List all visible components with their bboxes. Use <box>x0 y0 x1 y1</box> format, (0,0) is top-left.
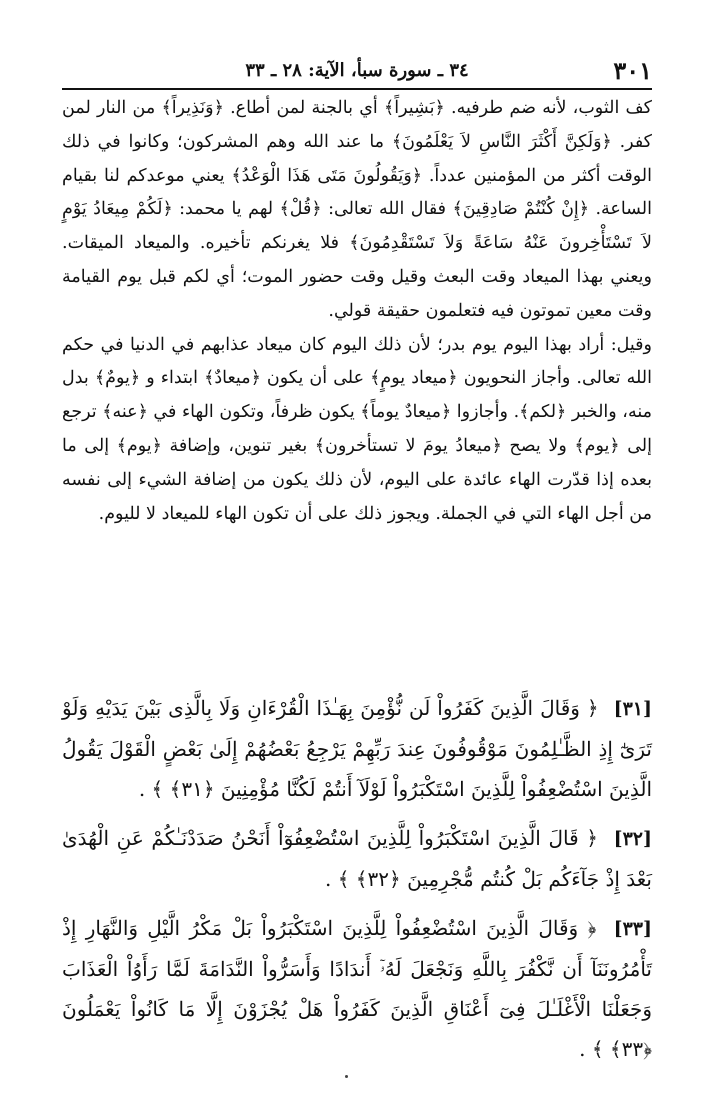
commentary-block <box>62 92 652 531</box>
commentary-paragraph-1: كف الثوب، لأنه ضم طرفيه. ﴿بَشِيراً﴾ أي بالجنة لمن أطاع. ﴿وَنَذِيراً﴾ من النار لمن كفر. ﴿وَلَكِنَّ أَكْثَرَ النَّاسِ لاَ يَعْلَمُونَ﴾ ما عند الله وهم المشركون؛ وكانوا في ذلك الوقت أكثر من المؤمنين عدداً. ﴿وَيَقُولُونَ مَتَى هَذَا الْوَعْدُ﴾ يعني موعدكم لنا بقيام الساعة. ﴿إِنْ كُنْتُمْ صَادِقِينَ﴾ فقال الله تعالى: ﴿قُلْ﴾ لهم يا محمد: ﴿لَكُمْ مِيعَادُ يَوْمٍ لاَ تَسْتَأْخِرونَ عَنْهُ سَاعَةً وَلاَ تَسْتَقْدِمُونَ﴾ فلا يغرنكم تأخيره. والميعاد الميقات. ويعني بهذا الميعاد وقت البعث وقيل وقت حضور الموت؛ أي لكم قبل يوم القيامة وقت معين تموتون فيه فتعلمون حقيقة قولي. <box>62 98 652 321</box>
verse-33 <box>62 908 652 1069</box>
running-title: ٣٤ ـ سورة سبأ، الآية: ٢٨ ـ ٣٣ <box>245 60 469 81</box>
verse-number: [٣٢] <box>613 828 652 850</box>
verse-text: ﴿ قَالَ الَّذِينَ اسْتَكْبَرُواْ لِلَّذِينَ اسْتُضْعِفُوٓاْ أَنَحْنُ صَدَدْنَـٰكُمْ عَنِ الْهُدَىٰ بَعْدَ إِذْ جَآءَكُم بَلْ كُنتُم مُّجْرِمِينَ ﴿٣٢﴾ ﴾ . <box>62 826 652 891</box>
verse-31 <box>62 688 652 809</box>
page-header <box>62 52 652 92</box>
verse-number: [٣٣] <box>613 918 653 940</box>
verse-number: [٣١] <box>613 698 653 720</box>
verse-32 <box>62 818 652 899</box>
commentary-paragraph-2: وقيل: أراد بهذا اليوم يوم بدر؛ لأن ذلك اليوم كان ميعاد عذابهم في الدنيا في حكم الله تعالى. وأجاز النحويون ﴿ميعاد يومٍ﴾ على أن يكون ﴿ميعادٌ﴾ ابتداء و ﴿يومٌ﴾ بدل منه، والخبر ﴿لكم﴾. وأجازوا ﴿ميعادٌ يوماً﴾ يكون ظرفاً، وتكون الهاء في ﴿عنه﴾ ترجع إلى ﴿يوم﴾ ولا يصح ﴿ميعادُ يومَ لا تستأخرون﴾ بغير تنوين، وإضافة ﴿يوم﴾ إلى ما بعده إذا قدّرت الهاء عائدة على اليوم، لأن ذلك يكون من إضافة الشيء إلى نفسه من أجل الهاء التي في الجملة. ويجوز ذلك على أن تكون الهاء للميعاد لا لليوم. <box>62 334 652 524</box>
verse-text: ﴿ وَقَالَ الَّذِينَ اسْتُضْعِفُواْ لِلَّذِينَ اسْتَكْبَرُواْ بَلْ مَكْرُ الَّيْلِ وَالنَّهَارِ إِذْ تَأْمُرُونَنَآ أَن نَّكْفُرَ بِاللَّهِ وَنَجْعَلَ لَهُۥٓ أَندَادًا وَأَسَرُّواْ النَّدَامَةَ لَمَّا رَأَوُاْ الْعَذَابَ وَجَعَلْنَا الْأَغْلَـٰلَ فِىٓ أَعْنَاقِ الَّذِينَ كَفَرُواْ هَلْ يُجْزَوْنَ إِلَّا مَا كَانُواْ يَعْمَلُونَ ﴿٣٣﴾ ﴾ . <box>62 916 652 1061</box>
page-number: ٣٠١ <box>613 56 652 85</box>
footer-dot <box>345 1075 348 1078</box>
verse-text: ﴿ وَقَالَ الَّذِينَ كَفَرُواْ لَن نُّؤْمِنَ بِهَـٰذَا الْقُرْءَانِ وَلَا بِالَّذِى بَيْنَ يَدَيْهِ وَلَوْ تَرَىٰٓ إِذِ الظَّـٰلِمُونَ مَوْقُوفُونَ عِندَ رَبِّهِمْ يَرْجِعُ بَعْضُهُمْ إِلَىٰ بَعْضٍ الْقَوْلَ يَقُولُ الَّذِينَ اسْتُضْعِفُواْ لِلَّذِينَ اسْتَكْبَرُواْ لَوْلَآ أَنتُمْ لَكُنَّا مُؤْمِنِينَ ﴿٣١﴾ ﴾ . <box>62 696 652 801</box>
header-rule <box>62 88 652 90</box>
